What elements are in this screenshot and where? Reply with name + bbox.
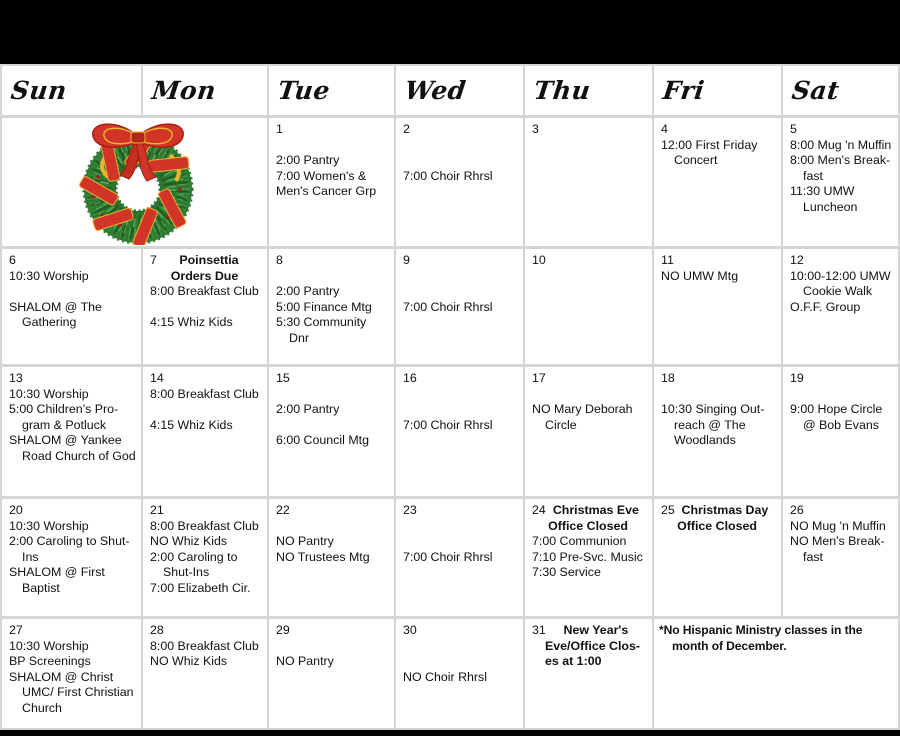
event-line: NO Men's Break- (790, 534, 885, 549)
event-line: reach @ The (674, 417, 746, 432)
event-line: fast (803, 168, 823, 183)
day-number: 3 (532, 122, 539, 136)
weekday-header-tue (269, 66, 394, 115)
weekday-header-fri (654, 66, 781, 115)
event-line: 7:00 Choir Rhrsl (403, 417, 493, 432)
event-line: fast (803, 549, 823, 564)
event-line: Circle (545, 417, 577, 432)
event-line: 8:00 Mug 'n Muffin (790, 137, 892, 152)
day-number: 28 (150, 623, 164, 637)
event-line: 10:30 Singing Out- (661, 402, 765, 417)
day-heading: Christmas Day (681, 503, 769, 517)
event-line: 2:00 Pantry (276, 284, 340, 299)
day-number-line (532, 371, 650, 387)
day-number-line (150, 503, 265, 519)
calendar-cell-day-6 (2, 249, 141, 364)
event-line (276, 387, 392, 403)
calendar-cell-day-26 (783, 499, 898, 616)
day-number: 15 (276, 371, 290, 385)
event-line: NO Mary Deborah (532, 402, 633, 417)
day-number: 8 (276, 253, 283, 267)
event-line (150, 300, 265, 316)
day-number-line (403, 503, 521, 519)
event-line: Woodlands (674, 433, 736, 448)
event-line: NO UMW Mtg (661, 268, 739, 283)
event-line: 7:00 Choir Rhrsl (403, 299, 493, 314)
day-heading: New Year's (563, 623, 629, 637)
day-number: 9 (403, 253, 410, 267)
day-number-line (661, 122, 779, 138)
weekday-header-wed (396, 66, 523, 115)
weekday-header-mon (143, 66, 267, 115)
weekday-label: Tue (276, 76, 332, 105)
event-line: 12:00 First Friday (661, 137, 758, 152)
event-line: 8:00 Breakfast Club (150, 638, 259, 653)
day-number-line (532, 253, 650, 269)
event-line: SHALOM @ The (9, 299, 102, 314)
calendar-cell-day-27 (2, 619, 141, 728)
calendar-cell-day-28 (143, 619, 267, 728)
day-number: 4 (661, 122, 668, 136)
event-line: UMC/ First Christian (22, 685, 134, 700)
day-number: 5 (790, 122, 797, 136)
day-number-line (532, 623, 650, 639)
day-number: 27 (9, 623, 23, 637)
day-number: 21 (150, 503, 164, 517)
event-line (403, 639, 521, 655)
calendar-cell-day-4 (654, 118, 781, 246)
event-line: @ Bob Evans (803, 417, 879, 432)
calendar-cell-day-23 (396, 499, 523, 616)
day-number: 1 (276, 122, 283, 136)
day-number-line (790, 503, 896, 519)
day-number-line (276, 122, 392, 138)
event-line: 10:30 Worship (9, 638, 89, 653)
day-number: 17 (532, 371, 546, 385)
day-number-line (661, 371, 779, 387)
event-line: O.F.F. Group (790, 299, 861, 314)
day-number-line (9, 503, 139, 519)
day-number-line (9, 371, 139, 387)
event-line: NO Trustees Mtg (276, 549, 370, 564)
event-line (532, 387, 650, 403)
event-line (403, 387, 521, 403)
day-number: 19 (790, 371, 804, 385)
day-number: 25 (661, 503, 675, 517)
day-number-line (276, 623, 392, 639)
event-line: Shut-Ins (163, 565, 210, 580)
bottom-black-banner (0, 730, 900, 736)
event-line (403, 519, 521, 535)
event-line (150, 402, 265, 418)
christmas-wreath-image (50, 119, 220, 245)
event-line (661, 387, 779, 403)
calendar-cell-day-8 (269, 249, 394, 364)
calendar-note-cell (654, 619, 898, 728)
event-line (403, 269, 521, 285)
event-line: month of December. (672, 638, 787, 653)
event-line: Office Closed (677, 518, 757, 533)
event-line: NO Pantry (276, 654, 334, 669)
weekday-label: Sat (790, 76, 842, 105)
event-line: Road Church of God (22, 448, 136, 463)
event-line: 8:00 Breakfast Club (150, 518, 259, 533)
calendar-cell-day-21 (143, 499, 267, 616)
weekday-label: Sun (9, 76, 69, 105)
event-line: Men's Cancer Grp (276, 184, 377, 199)
event-line (276, 639, 392, 655)
event-line: 10:00-12:00 UMW (790, 268, 891, 283)
day-number-line (276, 371, 392, 387)
event-line: SHALOM @ First (9, 565, 105, 580)
event-line: Church (22, 700, 62, 715)
event-line: 5:30 Community (276, 315, 367, 330)
event-line: Orders Due (170, 268, 239, 283)
day-number-line (790, 253, 896, 269)
event-line: Dnr (289, 330, 309, 345)
day-number-line (150, 371, 265, 387)
event-line: Baptist (22, 580, 60, 595)
day-number: 10 (532, 253, 546, 267)
day-number: 20 (9, 503, 23, 517)
event-line: 7:00 Women's & (276, 168, 367, 183)
event-line (403, 402, 521, 418)
event-line: 8:00 Breakfast Club (150, 386, 259, 401)
day-number-line (150, 623, 265, 639)
calendar-cell-day-25 (654, 499, 781, 616)
calendar-cell-day-22 (269, 499, 394, 616)
event-line (403, 138, 521, 154)
event-line: 7:00 Elizabeth Cir. (150, 580, 251, 595)
event-line: NO Whiz Kids (150, 534, 228, 549)
day-number: 7 (150, 253, 157, 267)
day-number: 14 (150, 371, 164, 385)
day-number-line (403, 371, 521, 387)
calendar-cell-day-2 (396, 118, 523, 246)
event-line: es at 1:00 (545, 654, 602, 669)
event-line (276, 138, 392, 154)
event-line: 2:00 Caroling to Shut- (9, 534, 130, 549)
day-heading: Poinsettia (179, 253, 239, 267)
day-heading: Christmas Eve (552, 503, 639, 517)
day-number-line (661, 503, 779, 519)
day-number: 11 (661, 253, 674, 267)
calendar-cell-day-20 (2, 499, 141, 616)
calendar-cell-day-31 (525, 619, 652, 728)
event-line: 4:15 Whiz Kids (150, 315, 233, 330)
calendar-cell-day-29 (269, 619, 394, 728)
event-line: NO Mug 'n Muffin (790, 518, 886, 533)
event-line: 8:00 Breakfast Club (150, 284, 259, 299)
event-line: Gathering (22, 315, 77, 330)
event-line (276, 269, 392, 285)
calendar-cell-day-7 (143, 249, 267, 364)
event-line: 10:30 Worship (9, 386, 89, 401)
event-line: 6:00 Council Mtg (276, 433, 369, 448)
day-number: 13 (9, 371, 23, 385)
event-line: Eve/Office Clos- (545, 638, 641, 653)
calendar-cell-day-1 (269, 118, 394, 246)
weekday-label: Fri (661, 76, 707, 105)
day-number-line (403, 253, 521, 269)
calendar-cell-day-9 (396, 249, 523, 364)
event-line: 5:00 Finance Mtg (276, 299, 372, 314)
event-line: *No Hispanic Ministry classes in the (659, 623, 863, 637)
calendar-cell-day-19 (783, 367, 898, 496)
event-line: Office Closed (548, 518, 628, 533)
event-line: 10:30 Worship (9, 268, 89, 283)
event-line (276, 519, 392, 535)
event-line: NO Whiz Kids (150, 654, 228, 669)
calendar-cell-day-15 (269, 367, 394, 496)
event-line: 7:10 Pre-Svc. Music (532, 549, 643, 564)
day-number: 6 (9, 253, 16, 267)
event-line (403, 654, 521, 670)
event-line: Luncheon (803, 199, 858, 214)
day-number: 18 (661, 371, 675, 385)
day-number: 30 (403, 623, 417, 637)
event-line: Cookie Walk (803, 284, 873, 299)
event-line: 4:15 Whiz Kids (150, 417, 233, 432)
event-line: 5:00 Children's Pro- (9, 402, 119, 417)
day-number: 23 (403, 503, 417, 517)
event-line: 9:00 Hope Circle (790, 402, 883, 417)
calendar-cell-day-12 (783, 249, 898, 364)
calendar-cell-day-14 (143, 367, 267, 496)
event-line (790, 387, 896, 403)
day-number-line (403, 122, 521, 138)
event-line: 7:00 Choir Rhrsl (403, 549, 493, 564)
calendar-cell-day-30 (396, 619, 523, 728)
event-line: SHALOM @ Christ (9, 669, 114, 684)
day-number-line (403, 623, 521, 639)
day-number: 12 (790, 253, 804, 267)
day-number: 31 (532, 623, 546, 637)
event-line: 10:30 Worship (9, 518, 89, 533)
calendar-cell-day-13 (2, 367, 141, 496)
day-number-line (790, 371, 896, 387)
calendar-cell-day-16 (396, 367, 523, 496)
day-number-line (661, 253, 779, 269)
weekday-label: Thu (532, 76, 593, 105)
event-line: 11:30 UMW (790, 184, 855, 199)
event-line: 8:00 Men's Break- (790, 153, 891, 168)
day-number: 29 (276, 623, 290, 637)
weekday-label: Wed (403, 76, 468, 105)
day-number-line (790, 122, 896, 138)
day-number-line (276, 253, 392, 269)
day-number-line (150, 253, 265, 269)
event-line: 7:00 Communion (532, 534, 627, 549)
top-black-banner (0, 0, 900, 64)
event-line: gram & Potluck (22, 417, 107, 432)
day-number: 2 (403, 122, 410, 136)
day-number-line (9, 253, 139, 269)
day-number: 24 (532, 503, 546, 517)
day-number: 22 (276, 503, 290, 517)
calendar-cell-day-18 (654, 367, 781, 496)
event-line: SHALOM @ Yankee (9, 433, 122, 448)
event-line (403, 153, 521, 169)
event-line (9, 284, 139, 300)
event-line: Ins (22, 549, 39, 564)
day-number-line (276, 503, 392, 519)
weekday-label: Mon (150, 76, 218, 105)
event-line: BP Screenings (9, 654, 91, 669)
calendar-cell-day-10 (525, 249, 652, 364)
weekday-header-sat (783, 66, 898, 115)
event-line: 7:30 Service (532, 565, 601, 580)
calendar-cell-wreath (2, 118, 267, 246)
day-number: 26 (790, 503, 804, 517)
event-line: Concert (674, 153, 718, 168)
calendar-cell-day-24 (525, 499, 652, 616)
day-number-line (532, 503, 650, 519)
day-number-line (532, 122, 650, 138)
event-line (276, 418, 392, 434)
calendar-cell-day-17 (525, 367, 652, 496)
event-line: 2:00 Caroling to (150, 549, 238, 564)
weekday-header-sun (2, 66, 141, 115)
calendar-cell-day-11 (654, 249, 781, 364)
day-number-line (9, 623, 139, 639)
event-line (403, 284, 521, 300)
calendar-grid (0, 64, 900, 730)
calendar-cell-day-5 (783, 118, 898, 246)
weekday-header-thu (525, 66, 652, 115)
event-line: NO Pantry (276, 534, 334, 549)
event-line: NO Choir Rhrsl (403, 669, 487, 684)
event-line (403, 534, 521, 550)
day-number: 16 (403, 371, 417, 385)
event-line: 7:00 Choir Rhrsl (403, 168, 493, 183)
event-line: 2:00 Pantry (276, 153, 340, 168)
calendar-cell-day-3 (525, 118, 652, 246)
event-line: 2:00 Pantry (276, 402, 340, 417)
